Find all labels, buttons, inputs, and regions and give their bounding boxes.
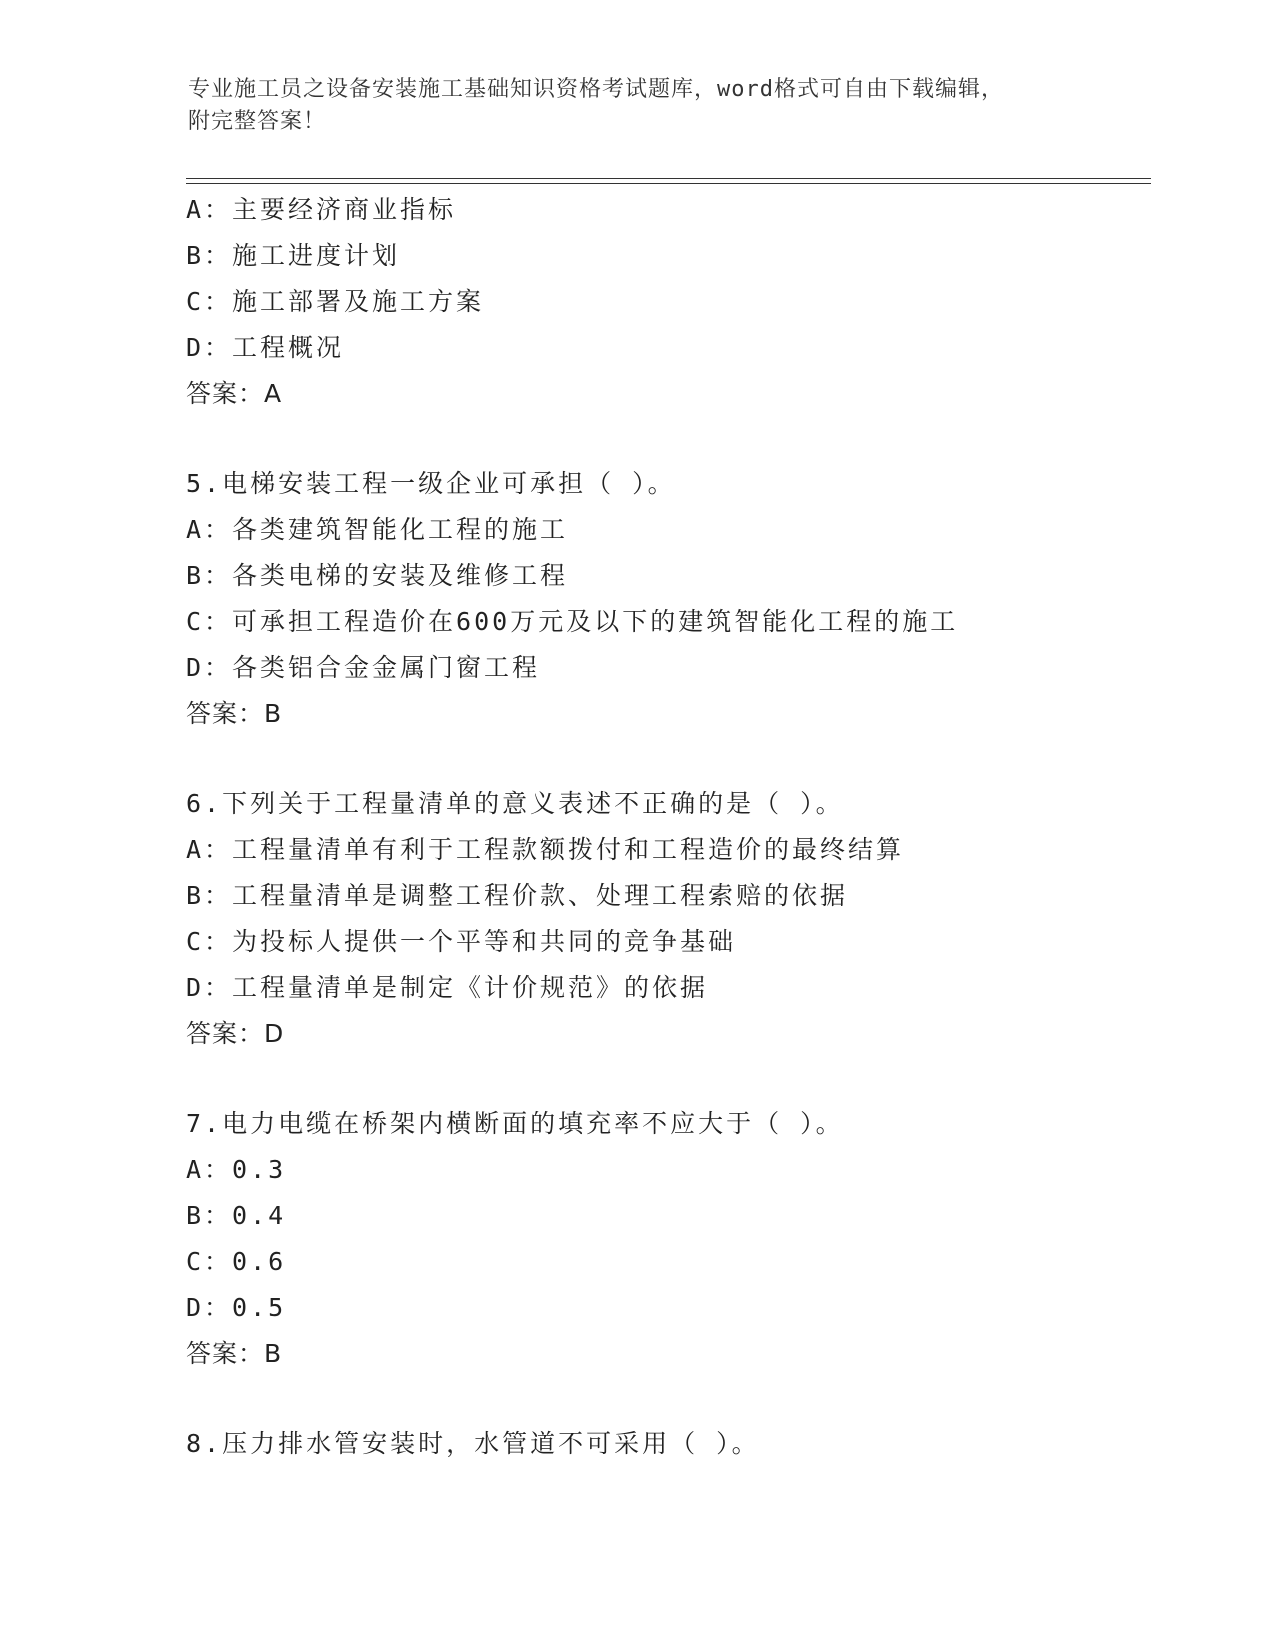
option-d: D：工程量清单是制定《计价规范》的依据 [186, 973, 709, 1002]
question-block-8 [186, 1421, 1186, 1467]
question-block-7 [186, 1101, 1186, 1377]
option-d: D：工程概况 [186, 333, 345, 362]
question-block-5 [186, 461, 1186, 737]
option-b: B：各类电梯的安装及维修工程 [186, 561, 569, 590]
option-a: A：主要经济商业指标 [186, 195, 457, 224]
header-line-1: 专业施工员之设备安装施工基础知识资格考试题库，word格式可自由下载编辑， [188, 77, 1004, 102]
question-text: 6.下列关于工程量清单的意义表述不正确的是（ ）。 [186, 789, 844, 818]
option-b: B：0.4 [186, 1201, 287, 1230]
answer-line: 答案：D [186, 1019, 285, 1048]
header-divider-bottom [186, 183, 1151, 184]
option-c: C：可承担工程造价在600万元及以下的建筑智能化工程的施工 [186, 607, 959, 636]
header-line-2: 附完整答案！ [188, 109, 327, 134]
answer-line: 答案：B [186, 1339, 283, 1368]
spacer [186, 737, 1186, 781]
question-text: 5.电梯安装工程一级企业可承担（ ）。 [186, 469, 676, 498]
option-d: D：各类铝合金金属门窗工程 [186, 653, 541, 682]
option-a: A：各类建筑智能化工程的施工 [186, 515, 569, 544]
option-b: B：施工进度计划 [186, 241, 401, 270]
option-c: C：施工部署及施工方案 [186, 287, 485, 316]
spacer [186, 1377, 1186, 1421]
spacer [186, 1057, 1186, 1101]
question-block-6 [186, 781, 1186, 1057]
answer-line: 答案：B [186, 699, 283, 728]
question-text: 7.电力电缆在桥架内横断面的填充率不应大于（ ）。 [186, 1109, 844, 1138]
spacer [186, 417, 1186, 461]
option-a: A：0.3 [186, 1155, 287, 1184]
option-c: C：为投标人提供一个平等和共同的竞争基础 [186, 927, 737, 956]
question-list [186, 187, 1186, 1467]
answer-line: 答案：A [186, 379, 283, 408]
option-d: D：0.5 [186, 1293, 287, 1322]
header-divider-top [186, 178, 1151, 179]
document-header [188, 74, 1088, 138]
option-b: B：工程量清单是调整工程价款、处理工程索赔的依据 [186, 881, 849, 910]
option-a: A：工程量清单有利于工程款额拨付和工程造价的最终结算 [186, 835, 905, 864]
question-block-4 [186, 187, 1186, 417]
question-text: 8.压力排水管安装时，水管道不可采用（ ）。 [186, 1429, 760, 1458]
option-c: C：0.6 [186, 1247, 287, 1276]
